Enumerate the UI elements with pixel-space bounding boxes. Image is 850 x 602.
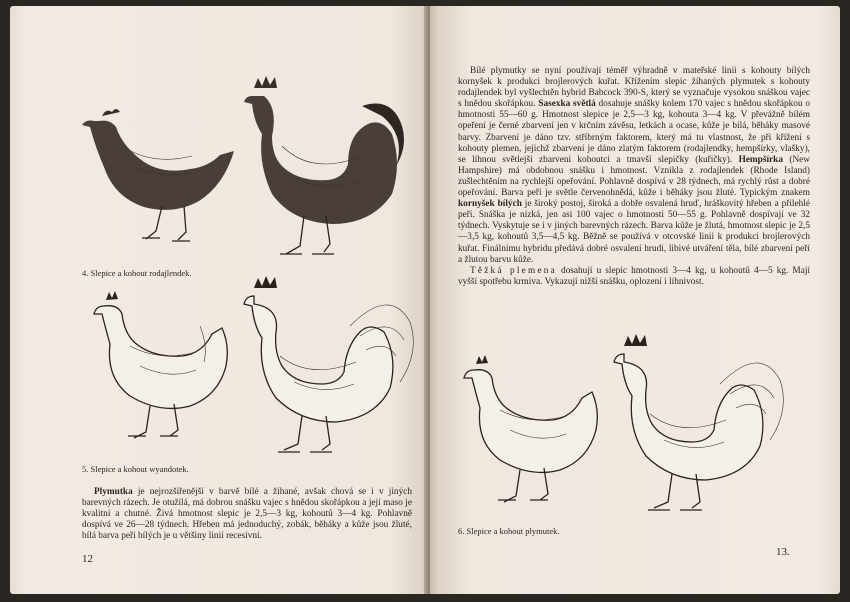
page-number-right: 13. [776,546,790,558]
caption-figure-4: 4. Slepice a kohout rodajlendek. [82,268,192,278]
caption-figure-6: 6. Slepice a kohout plymutek. [458,526,560,536]
text-segment: dosahují u slepic hmotnosti 3—4 kg, u kohoutů 4—5 kg. Mají vyšší spotřebu krmiva. Vykazují nižší snášku, oplození i líhnivost. [458,265,810,287]
caption-figure-5: 5. Slepice a kohout wyandotek. [82,464,189,474]
text-segment: je široký postoj, široká a dobře osvalená hruď, hráškovitý hřeben a přilehlé peří. Snáška je nízká, jen asi 100 vajec o hmotnosti 50—55 g. Pohlavně dospívají ve 32 týdnech. Vyskytuje se i v jiných barevných rázech. Barva kůže je žlutá, hmotnost slepic je 2,5—3,5 kg, kohoutů 3,5—4,5 kg. Běžně se používá v otcovské linii k produkci brojlerových kuřat. Finálnímu hybridu předává dobré osvalení hrudi, libivé utváření těla, bílé zbarvení peří a žlutou barvu kůže. [458,199,810,265]
white-rooster-illustration [244,276,413,452]
text-segment: (New Hampshire) má obdobnou snášku i hmotnost. Vznikla z rodajlendek (Rhode Island) zušlechtěním na rychlejší opeřování. Pohlavně dospívá v 28 týdnech, má rychlý růst a dobré opeřování. Barva peří je světle červenohnědá, kůže i běháky jsou žluté. Typickým znakem [458,154,810,199]
sasexka-term: Sasexka světlá [538,99,596,110]
white-hen-illustration [464,355,597,502]
dark-hen-illustration [82,109,234,241]
plymutka-paragraph [82,487,412,542]
plymutka-text: je nejrozšířenější v barvě bílé a žíhané, avšak chová se i v jiných barevných rázech. Je otužilá, má dobrou snášku vajec s hnědou skořápkou a její maso je kvalitní a chutné. Živá hmotnost slepic je 2,5—3 kg, kohoutů 3—4 kg. Pohlavně dospívá ve 26—28 týdnech. Hřeben má jednoduchý, zobák, běháky a kůže jsou žluté, bílá barva peří bílých je u většiny linií recesivní. [82,487,412,542]
heavy-breeds-term: Těžká plemena [470,265,557,276]
right-page [430,6,840,594]
text-segment: Bílé plymutky se nyní používají téměř výhradně v mateřské linii s kohouty bílých kornyšek k produkci brojlerových kuřat. Křížením slepic žíhaných plymutek s kohouty rodajlendek byl vyšlechtěn hybrid Babcock 390-S, který se vyznačuje vysokou snáškou vajec s hnědou skořápkou. [458,66,810,110]
dark-rooster-illustration [244,76,404,254]
figure-4-illustration [72,66,412,266]
kornysek-term: kornyšek bílých [458,199,522,210]
figure-6-illustration [458,324,808,524]
open-book [10,6,840,594]
plymutka-term: Plymutka [94,487,133,497]
white-hen-illustration [94,291,227,438]
figure-5-illustration [90,276,420,461]
left-page [10,6,428,594]
white-rooster-illustration [614,334,783,510]
breeds-text-block [458,66,810,288]
hempsirka-term: Hempšírka [738,154,783,165]
page-number-left: 12 [82,553,93,565]
text-segment: dosahuje snášky kolem 170 vajec s hnědou skořápkou o hmotnosti 55—60 g. Hmotnost slepice je 2,5—3 kg, kohouta 3—4 kg. V převážně bílém opeření je černé zbarvení jen v krčním závěsu, letkách a ocase, kůže je bílá, běháky masové barvy. Zbarvení je dáno tzv. stříbrným faktorem, který má tu vlastnost, že při křížení s kohouty plemen, jejichž zbarvení je dáno zlatým faktorem (rodajlendky, hempšírky, vlašky), se líhnou světlejší zbarvení kohoutci a tmavší slepičky (kuřičky). [458,99,811,165]
